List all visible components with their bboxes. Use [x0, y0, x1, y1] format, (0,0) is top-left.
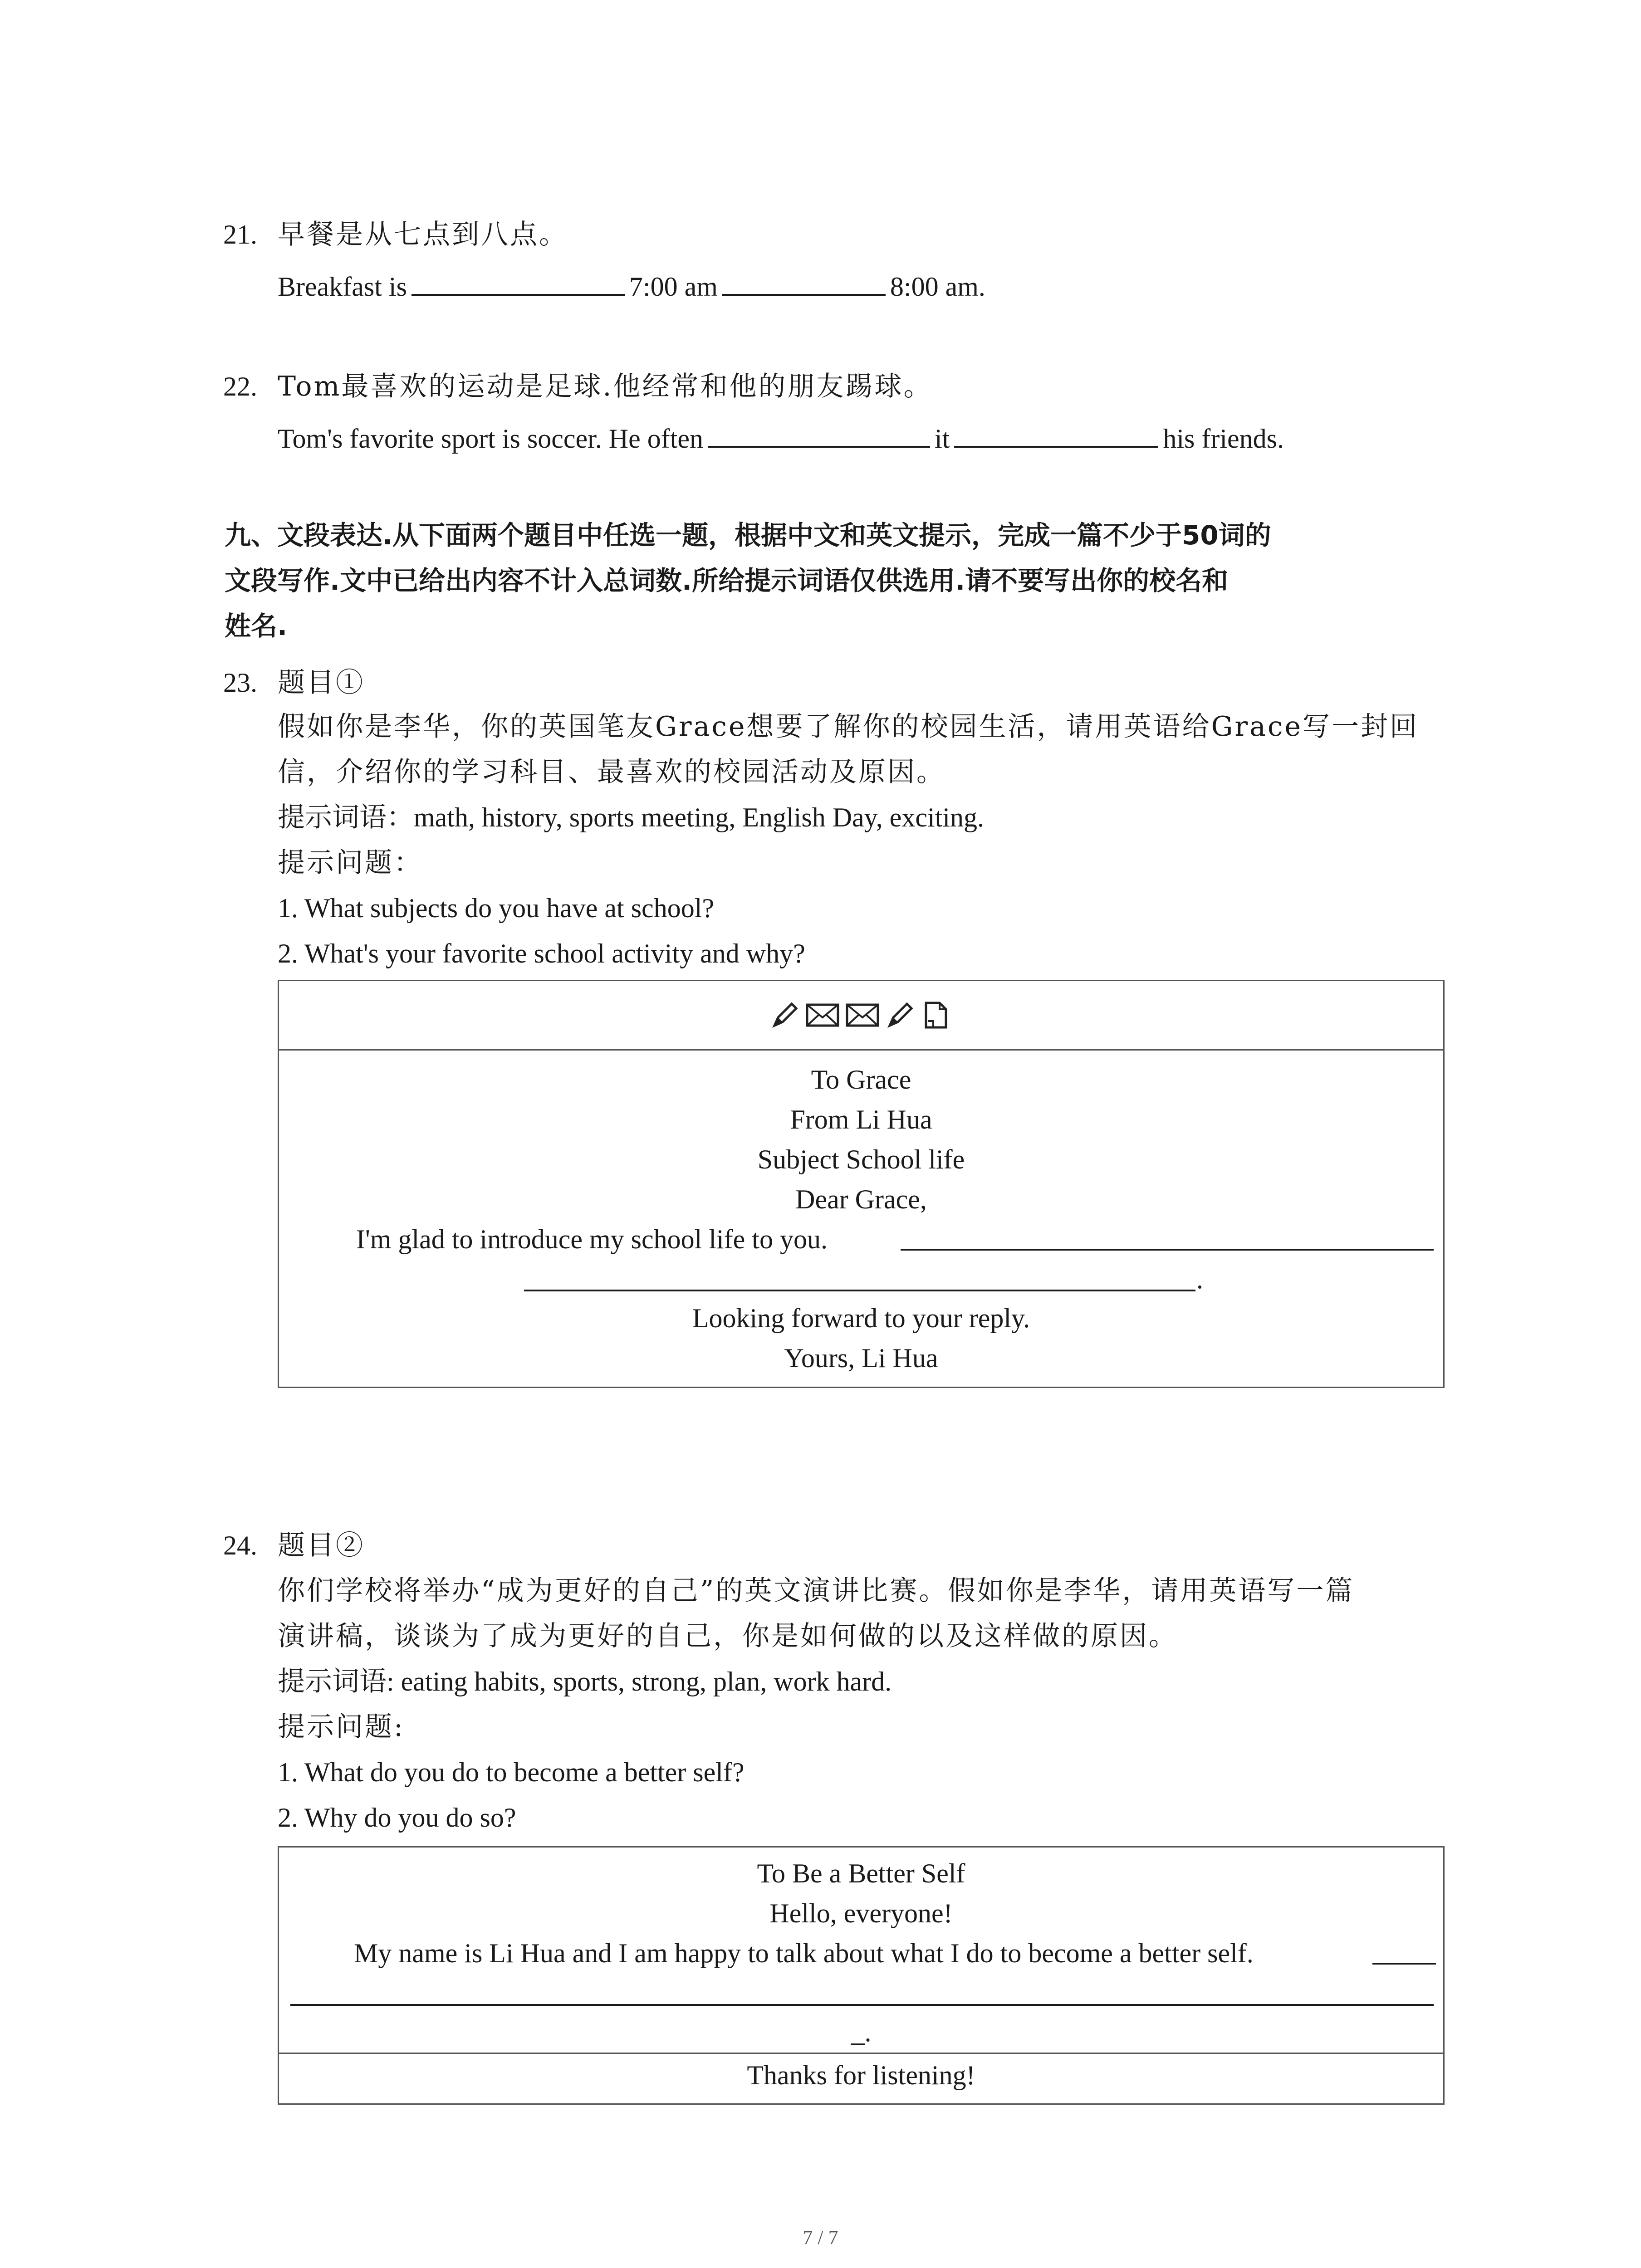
email-compose-box: [278, 980, 1445, 1388]
document-icon[interactable]: [920, 999, 951, 1031]
speech-greeting: Hello, everyone!: [769, 1898, 953, 1928]
q24-hint-questions-label: 提示问题:: [278, 1711, 405, 1743]
email-toolbar: [279, 981, 1443, 1051]
q23-question-1: 1. What subjects do you have at school?: [278, 893, 714, 923]
q24-description-2: 演讲稿，谈谈为了成为更好的自己，你是如何做的以及这样做的原因。: [278, 1620, 1178, 1652]
speech-intro: My name is Li Hua and I am happy to talk about what I do to become a better self.: [354, 1938, 1254, 1968]
q21-text-3: 8:00 am.: [890, 272, 985, 302]
speech-answer-line-2[interactable]: [290, 2004, 1434, 2006]
email-signature: Yours, Li Hua: [784, 1343, 938, 1373]
email-toolbar-icons: [769, 999, 951, 1031]
q21-chinese-prompt: 早餐是从七点到八点。: [278, 219, 568, 250]
q23-description-1: 假如你是李华，你的英国笔友Grace想要了解你的校园生活，请用英语给Grace写一封回: [278, 711, 1419, 743]
q22-number: 22.: [223, 371, 257, 401]
email-subject: Subject School life: [757, 1144, 965, 1174]
q23-number: 23.: [223, 668, 257, 698]
q23-hint-words: 提示词语：math, history, sports meeting, English Day, exciting.: [278, 802, 985, 832]
envelope-icon[interactable]: [844, 999, 881, 1031]
q23-title: 题目①: [278, 667, 365, 699]
page-number: 7 / 7: [803, 2226, 838, 2248]
q24-hint-words: 提示词语: eating habits, sports, strong, plan, work hard.: [278, 1667, 892, 1696]
q24-question-1: 1. What do you do to become a better self?: [278, 1757, 745, 1787]
section-9-line-1: 九、文段表达.从下面两个题目中任选一题，根据中文和英文提示，完成一篇不少于50词的: [225, 520, 1271, 551]
q21-text-2: 7:00 am: [629, 272, 718, 302]
email-to: To Grace: [811, 1065, 911, 1095]
q22-text-2: it: [935, 424, 950, 454]
q21-blank-2[interactable]: [722, 270, 886, 296]
speech-box: [278, 1846, 1445, 2105]
speech-answer-line-1[interactable]: [1372, 1963, 1436, 1965]
q22-blank-1[interactable]: [708, 422, 930, 448]
q22-blank-2[interactable]: [954, 422, 1158, 448]
section-9-line-2: 文段写作.文中已给出内容不计入总词数.所给提示词语仅供选用.请不要写出你的校名和: [225, 565, 1229, 596]
speech-answer-tail: _.: [851, 2017, 872, 2047]
pencil-icon[interactable]: [884, 999, 916, 1031]
q21-number: 21.: [223, 220, 257, 249]
q23-hint-questions-label: 提示问题：: [278, 847, 423, 879]
speech-title: To Be a Better Self: [757, 1858, 965, 1888]
q22-sentence: [278, 422, 1284, 456]
q22-text-1: Tom's favorite sport is soccer. He often: [278, 424, 704, 454]
q21-blank-1[interactable]: [411, 270, 625, 296]
q21-text-1: Breakfast is: [278, 272, 407, 302]
q22-text-3: his friends.: [1163, 424, 1284, 454]
q21-sentence: [278, 270, 985, 304]
email-greeting: Dear Grace,: [795, 1184, 927, 1214]
email-intro: I'm glad to introduce my school life to you.: [356, 1224, 828, 1254]
envelope-icon[interactable]: [804, 999, 841, 1031]
q24-description-1: 你们学校将举办“成为更好的自己”的英文演讲比赛。假如你是李华，请用英语写一篇: [278, 1575, 1355, 1607]
email-answer-line-2[interactable]: [524, 1290, 1195, 1291]
q24-question-2: 2. Why do you do so?: [278, 1803, 516, 1833]
q23-description-2: 信，介绍你的学习科目、最喜欢的校园活动及原因。: [278, 756, 945, 788]
q24-title: 题目②: [278, 1530, 365, 1561]
q22-chinese-prompt: Tom最喜欢的运动是足球.他经常和他的朋友踢球。: [278, 371, 933, 402]
q23-question-2: 2. What's your favorite school activity and why?: [278, 938, 805, 968]
email-from: From Li Hua: [790, 1105, 932, 1134]
email-closing: Looking forward to your reply.: [692, 1303, 1030, 1333]
email-answer-period: .: [1196, 1264, 1203, 1294]
section-9-instructions: [225, 513, 1450, 649]
email-answer-line-1[interactable]: [901, 1249, 1434, 1251]
speech-closing: Thanks for listening!: [747, 2060, 975, 2090]
speech-divider: [279, 2053, 1443, 2054]
section-9-line-3: 姓名.: [225, 611, 288, 641]
pencil-icon[interactable]: [769, 999, 801, 1031]
q24-number: 24.: [223, 1530, 257, 1560]
